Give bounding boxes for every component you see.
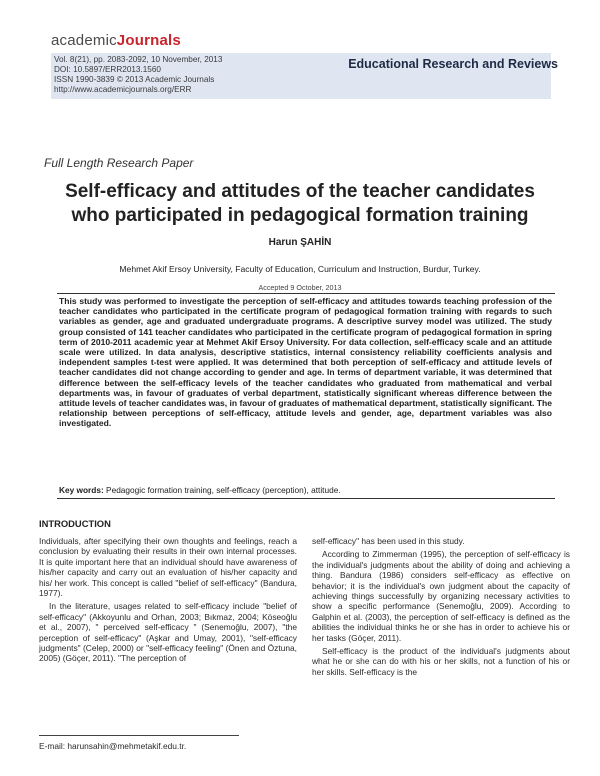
section-heading-introduction: INTRODUCTION <box>39 518 111 529</box>
volume-line: Vol. 8(21), pp. 2083-2092, 10 November, 2013 <box>54 55 223 64</box>
author-name: Harun ŞAHİN <box>268 237 332 248</box>
abstract: This study was performed to investigate the perception of self-efficacy and attitudes towards teaching profession of the teacher candidates who participated in the certificate program of pedagogical formation training with regards to such variables as gender, age and graduated undergraduate programs. A descriptive survey model was utilized. The study group consisted of 141 teacher candidates who participated in the certificate program of pedagogical formation in spring term of 2010-2011 academic year at Mehmet Akif Ersoy University. For data collection, self-efficacy scale and an attitude scale were utilized. In data analysis, descriptive statistics, internal consistency reliability coefficients analysis and independent samples t-test were applied. It was determined that both perception of self-efficacy and attitude levels of teacher candidates did not change according to gender and age. In terms of department variable, it was determined that difference between the self-efficacy levels of the teacher candidates who graduated from mathematical and verbal departments was, in favour of graduates of verbal department, statistically significant whereas difference between the attitude levels of teacher candidates was, in favour of graduates of mathematical department, statistically significant. The relationship between perceptions of self-efficacy, attitude levels and gender, age, department variables was also investigated. <box>59 296 553 429</box>
right-column <box>312 536 570 680</box>
citation-block <box>54 55 222 95</box>
footnote-rule <box>39 735 239 736</box>
paragraph: Individuals, after specifying their own thoughts and feelings, reach a conclusion by evaluating their results in their own internal processes. It is quite important here that an individual should have awareness of his/her capacity and carry out an evaluation of his/her capacity and his/ her work. This concept is called "belief of self-efficacy" (Bandura, 1977). <box>39 536 297 599</box>
doi-line: DOI: 10.5897/ERR2013.1560 <box>54 65 161 74</box>
issn-line: ISSN 1990-3839 © 2013 Academic Journals <box>54 75 215 84</box>
paragraph: Self-efficacy is the product of the individual's judgments about what he or she can do with his or her skills, not a function of his or her skills. Self-efficacy is the <box>312 646 570 677</box>
keywords-text: Pedagogic formation training, self-efficacy (perception), attitude. <box>106 485 341 495</box>
title-line-2: who participated in pedagogical formation training <box>71 205 529 226</box>
logo-academic-text: academic <box>51 32 117 49</box>
abstract-bottom-rule <box>57 498 555 499</box>
logo-journals-text: Journals <box>116 32 181 49</box>
paper-type: Full Length Research Paper <box>44 156 194 170</box>
publisher-logo <box>51 32 181 49</box>
paragraph: In the literature, usages related to self-efficacy include "belief of self-efficacy" (Akkoyunlu and Orhan, 2003; Bıkmaz, 2004; Köseoğlu et al., 2007), " perceived self-efficacy " (Senemoğlu, 2007), "the perception of self-efficacy" (Aşkar and Umay, 2001), "self-efficacy judgments" (Celep, 2000) or "self-efficacy feeling" (Önen and Öztuna, 2005) (Göçer, 2011). "The perception of <box>39 601 297 664</box>
affiliation: Mehmet Akif Ersoy University, Faculty of Education, Curriculum and Instruction, Burdur, Turkey. <box>119 264 481 274</box>
author-email[interactable]: E-mail: harunsahin@mehmetakif.edu.tr. <box>39 741 187 751</box>
url-link[interactable]: http://www.academicjournals.org/ERR <box>54 85 192 94</box>
paragraph: According to Zimmerman (1995), the perception of self-efficacy is the individual's judgments about the ability of doing and achieving a thing. Bandura (1986) considers self-efficacy as effective on behavior; it is the individual's own judgment about the capacity of achieving things successfully by organizing necessary activities to show a specific performance (Senemoğlu, 2009). According to Galphin et al. (2003), the perception of self-efficacy is defined as the abilities the individual thinks he or she has in order to achieve his or her tasks (Göçer, 2011). <box>312 549 570 643</box>
left-column <box>39 536 297 667</box>
abstract-top-rule <box>57 293 555 294</box>
keywords-label: Key words: <box>59 485 104 495</box>
paper-title <box>20 180 580 228</box>
journal-name: Educational Research and Reviews <box>348 57 558 71</box>
title-line-1: Self-efficacy and attitudes of the teacher candidates <box>65 181 535 202</box>
keywords <box>59 485 552 495</box>
paragraph: self-efficacy" has been used in this study. <box>312 536 465 546</box>
accepted-date: Accepted 9 October, 2013 <box>258 283 342 292</box>
